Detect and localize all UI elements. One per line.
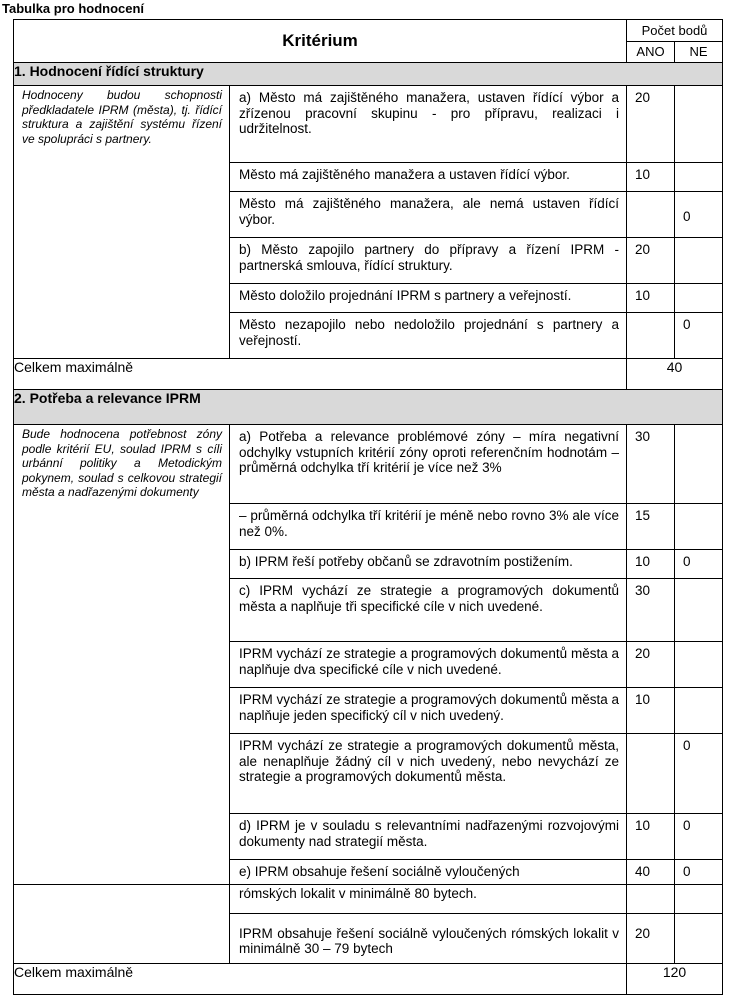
criterion-header: Kritérium xyxy=(14,20,627,63)
table-row xyxy=(14,86,723,163)
total-value: 40 xyxy=(627,359,723,390)
yes-points: 15 xyxy=(627,504,675,550)
criterion-text: b) Město zapojilo partnery do přípravy a řízení IPRM - partnerská smlouva, řídící struktury. xyxy=(230,238,627,284)
no-points: 0 xyxy=(675,734,723,814)
criterion-text: IPRM obsahuje řešení sociálně vyloučených rómských lokalit v minimálně 30 – 79 bytech xyxy=(230,913,627,963)
no-points xyxy=(675,425,723,504)
no-points: 0 xyxy=(675,860,723,885)
no-points xyxy=(675,884,723,913)
criterion-text: IPRM vychází ze strategie a programových dokumentů města, ale nenaplňuje žádný cíl v nich uvedený, nebo nevychází ze strategie a programových dokumentů města. xyxy=(230,734,627,814)
no-points: 0 xyxy=(675,550,723,579)
yes-points: 10 xyxy=(627,550,675,579)
yes-points: 10 xyxy=(627,284,675,313)
yes-points: 20 xyxy=(627,86,675,163)
no-points xyxy=(675,163,723,192)
no-points xyxy=(675,579,723,642)
evaluation-table xyxy=(13,19,723,995)
table-row xyxy=(14,425,723,504)
yes-header: ANO xyxy=(627,42,675,63)
yes-points: 20 xyxy=(627,642,675,688)
section-description: Hodnoceny budou schopnosti předkladatele IPRM (města), tj. řídící struktura a zajištění systému řízení ve spolupráci s partnery. xyxy=(14,86,230,359)
yes-points: 10 xyxy=(627,163,675,192)
yes-points: 20 xyxy=(627,913,675,963)
yes-points: 40 xyxy=(627,860,675,885)
yes-points xyxy=(627,734,675,814)
no-header: NE xyxy=(675,42,723,63)
section-heading-row xyxy=(14,390,723,425)
criterion-text: IPRM vychází ze strategie a programových dokumentů města a naplňuje dva specifické cíle v nich uvedené. xyxy=(230,642,627,688)
points-header: Počet bodů xyxy=(627,20,723,42)
criterion-text: e) IPRM obsahuje řešení sociálně vyloučených xyxy=(230,860,627,885)
criterion-text: b) IPRM řeší potřeby občanů se zdravotním postižením. xyxy=(230,550,627,579)
section-description: Bude hodnocena potřebnost zóny podle kritérií EU, soulad IPRM s cíli urbánní politiky a Metodickým pokynem, soulad s celkovou strategií města a nadřazenými dokumenty xyxy=(14,425,230,885)
yes-points xyxy=(627,884,675,913)
yes-points xyxy=(627,192,675,238)
criterion-text: – průměrná odchylka tří kritérií je méně nebo rovno 3% ale více než 0%. xyxy=(230,504,627,550)
criterion-text: Město má zajištěného manažera, ale nemá ustaven řídící výbor. xyxy=(230,192,627,238)
no-points xyxy=(675,688,723,734)
table-header-row xyxy=(14,20,723,42)
no-points: 0 xyxy=(675,313,723,359)
criterion-text: c) IPRM vychází ze strategie a programových dokumentů města a naplňuje tři specifické cíle v nich uvedené. xyxy=(230,579,627,642)
yes-points: 10 xyxy=(627,814,675,860)
no-points xyxy=(675,504,723,550)
no-points xyxy=(675,86,723,163)
total-row xyxy=(14,359,723,390)
yes-points xyxy=(627,313,675,359)
yes-points: 30 xyxy=(627,425,675,504)
yes-points: 20 xyxy=(627,238,675,284)
criterion-text: Město má zajištěného manažera a ustaven řídící výbor. xyxy=(230,163,627,192)
criterion-text: rómských lokalit v minimálně 80 bytech. xyxy=(230,884,627,913)
criterion-text: d) IPRM je v souladu s relevantními nadřazenými rozvojovými dokumenty nad strategií města. xyxy=(230,814,627,860)
criterion-text: IPRM vychází ze strategie a programových dokumentů města a naplňuje jeden specifický cíl v nich uvedený. xyxy=(230,688,627,734)
section-heading: 2. Potřeba a relevance IPRM xyxy=(14,390,723,425)
total-label: Celkem maximálně xyxy=(14,963,627,994)
total-label: Celkem maximálně xyxy=(14,359,627,390)
total-row xyxy=(14,963,723,994)
criterion-text: Město nezapojilo nebo nedoložilo projednání s partnery a veřejností. xyxy=(230,313,627,359)
no-points: 0 xyxy=(675,192,723,238)
no-points xyxy=(675,913,723,963)
no-points xyxy=(675,238,723,284)
total-value: 120 xyxy=(627,963,723,994)
continuation-empty-cell xyxy=(14,884,230,963)
criterion-text: a) Město má zajištěného manažera, ustaven řídící výbor a zřízenou pracovní skupinu - pro přípravu, realizaci i udržitelnost. xyxy=(230,86,627,163)
criterion-text: a) Potřeba a relevance problémové zóny – míra negativní odchylky vstupních kritérií zóny oproti referenčním hodnotám – průměrná odchylka tří kritérií je více než 3% xyxy=(230,425,627,504)
yes-points: 30 xyxy=(627,579,675,642)
page-title: Tabulka pro hodnocení xyxy=(2,1,145,16)
table-row xyxy=(14,884,723,913)
section-heading-row xyxy=(14,63,723,86)
no-points xyxy=(675,284,723,313)
no-points xyxy=(675,642,723,688)
criterion-text: Město doložilo projednání IPRM s partnery a veřejností. xyxy=(230,284,627,313)
no-points: 0 xyxy=(675,814,723,860)
yes-points: 10 xyxy=(627,688,675,734)
section-heading: 1. Hodnocení řídící struktury xyxy=(14,63,723,86)
